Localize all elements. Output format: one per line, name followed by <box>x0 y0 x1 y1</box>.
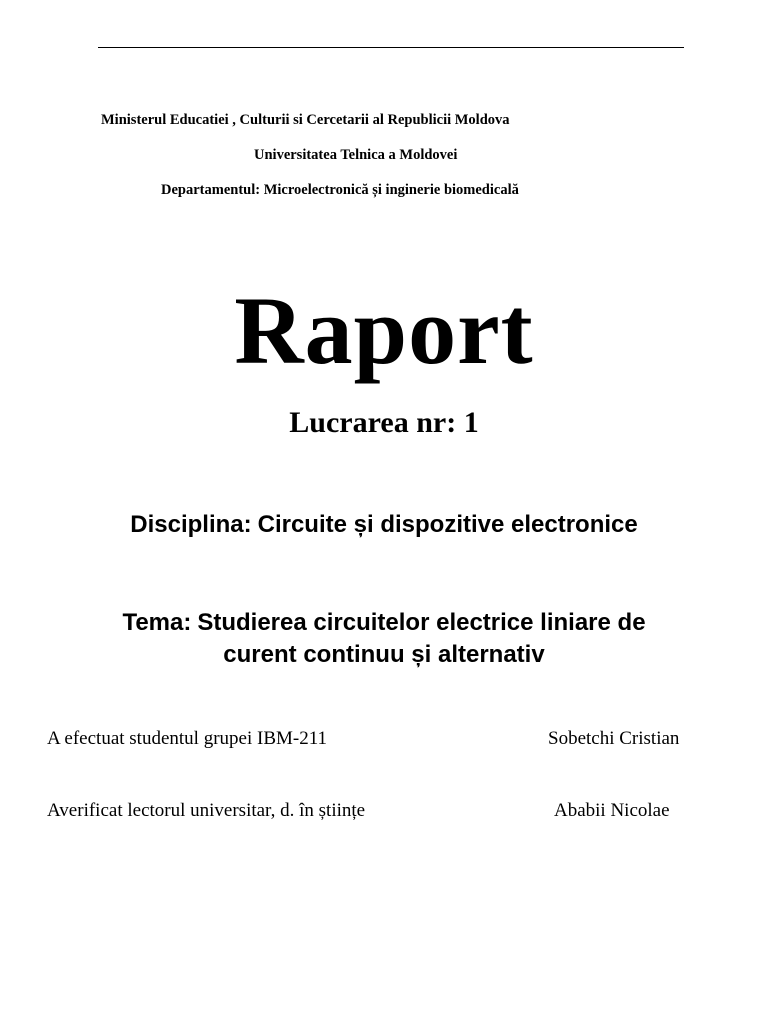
discipline-label: Disciplina: <box>130 511 252 538</box>
discipline-line <box>0 509 768 541</box>
lab-number: Lucrarea nr: 1 <box>289 406 479 439</box>
topic-text-line-2: curent continuu și alternativ <box>223 641 545 668</box>
topic-block <box>0 607 768 671</box>
student-name: Sobetchi Cristian <box>548 728 680 749</box>
teacher-name: Ababii Nicolae <box>554 800 670 821</box>
topic-text-line-1: Studierea circuitelor electrice liniare de <box>197 609 646 636</box>
top-divider <box>98 47 684 48</box>
topic-line-1 <box>0 607 768 639</box>
teacher-label: Averificat lectorul universitar, d. în științe <box>47 800 366 821</box>
ministry-name: Ministerul Educatiei , Culturii si Cercetarii al Republicii Moldova <box>101 112 510 128</box>
department-name: Departamentul: Microelectronică și inginerie biomedicală <box>161 182 519 198</box>
student-label: A efectuat studentul grupei IBM-211 <box>47 728 328 749</box>
topic-label: Tema: <box>122 609 192 636</box>
discipline-value: Circuite și dispozitive electronice <box>257 511 638 538</box>
report-title: Raport <box>234 277 534 384</box>
university-name: Universitatea Telnica a Moldovei <box>254 147 458 163</box>
